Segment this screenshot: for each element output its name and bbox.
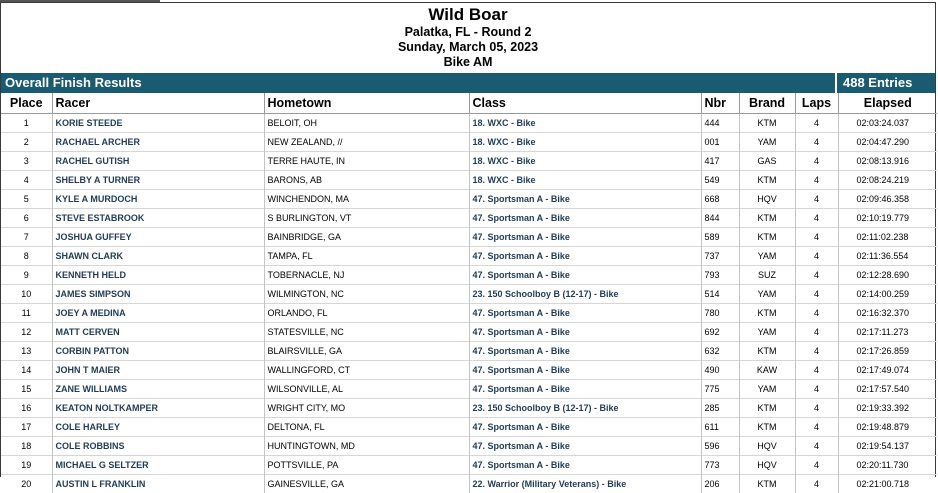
number-cell: 285: [701, 399, 739, 418]
class-link[interactable]: 47. Sportsman A - Bike: [469, 361, 701, 380]
class-link[interactable]: 23. 150 Schoolboy B (12-17) - Bike: [469, 399, 701, 418]
hometown-cell: DELTONA, FL: [264, 418, 469, 437]
racer-link[interactable]: KENNETH HELD: [52, 266, 264, 285]
table-row: [1, 114, 937, 133]
place-cell: 8: [1, 247, 52, 266]
entries-count: 488 Entries: [835, 73, 935, 93]
col-place[interactable]: Place: [1, 93, 52, 114]
elapsed-cell: 02:08:24.219: [838, 171, 937, 190]
table-row: [1, 437, 937, 456]
brand-cell: SUZ: [739, 266, 795, 285]
class-link[interactable]: 47. Sportsman A - Bike: [469, 266, 701, 285]
class-link[interactable]: 47. Sportsman A - Bike: [469, 304, 701, 323]
racer-link[interactable]: KEATON NOLTKAMPER: [52, 399, 264, 418]
col-elapsed[interactable]: Elapsed: [838, 93, 937, 114]
laps-cell: 4: [795, 399, 838, 418]
place-cell: 7: [1, 228, 52, 247]
brand-cell: YAM: [739, 133, 795, 152]
laps-cell: 4: [795, 266, 838, 285]
elapsed-cell: 02:03:24.037: [838, 114, 937, 133]
racer-link[interactable]: MATT CERVEN: [52, 323, 264, 342]
elapsed-cell: 02:20:11.730: [838, 456, 937, 475]
table-row: [1, 418, 937, 437]
laps-cell: 4: [795, 285, 838, 304]
hometown-cell: POTTSVILLE, PA: [264, 456, 469, 475]
racer-link[interactable]: JOEY A MEDINA: [52, 304, 264, 323]
event-header: [1, 3, 935, 73]
number-cell: 589: [701, 228, 739, 247]
laps-cell: 4: [795, 418, 838, 437]
racer-link[interactable]: JOHN T MAIER: [52, 361, 264, 380]
brand-cell: YAM: [739, 323, 795, 342]
col-class[interactable]: Class: [469, 93, 701, 114]
elapsed-cell: 02:17:49.074: [838, 361, 937, 380]
class-link[interactable]: 18. WXC - Bike: [469, 152, 701, 171]
racer-link[interactable]: ZANE WILLIAMS: [52, 380, 264, 399]
racer-link[interactable]: STEVE ESTABROOK: [52, 209, 264, 228]
place-cell: 4: [1, 171, 52, 190]
brand-cell: KTM: [739, 399, 795, 418]
hometown-cell: TAMPA, FL: [264, 247, 469, 266]
table-row: [1, 133, 937, 152]
table-row: [1, 190, 937, 209]
table-row: [1, 209, 937, 228]
laps-cell: 4: [795, 114, 838, 133]
table-row: [1, 380, 937, 399]
racer-link[interactable]: RACHAEL ARCHER: [52, 133, 264, 152]
laps-cell: 4: [795, 475, 838, 493]
table-row: [1, 247, 937, 266]
place-cell: 14: [1, 361, 52, 380]
hometown-cell: BARONS, AB: [264, 171, 469, 190]
class-link[interactable]: 47. Sportsman A - Bike: [469, 380, 701, 399]
brand-cell: KTM: [739, 171, 795, 190]
elapsed-cell: 02:21:00.718: [838, 475, 937, 493]
class-link[interactable]: 22. Warrior (Military Veterans) - Bike: [469, 475, 701, 493]
class-link[interactable]: 23. 150 Schoolboy B (12-17) - Bike: [469, 285, 701, 304]
number-cell: 793: [701, 266, 739, 285]
laps-cell: 4: [795, 342, 838, 361]
number-cell: 780: [701, 304, 739, 323]
laps-cell: 4: [795, 209, 838, 228]
number-cell: 737: [701, 247, 739, 266]
place-cell: 18: [1, 437, 52, 456]
place-cell: 1: [1, 114, 52, 133]
number-cell: 596: [701, 437, 739, 456]
table-row: [1, 152, 937, 171]
number-cell: 206: [701, 475, 739, 493]
racer-link[interactable]: COLE HARLEY: [52, 418, 264, 437]
col-laps[interactable]: Laps: [795, 93, 838, 114]
hometown-cell: WILMINGTON, NC: [264, 285, 469, 304]
place-cell: 17: [1, 418, 52, 437]
elapsed-cell: 02:14:00.259: [838, 285, 937, 304]
brand-cell: GAS: [739, 152, 795, 171]
hometown-cell: HUNTINGTOWN, MD: [264, 437, 469, 456]
hometown-cell: WALLINGFORD, CT: [264, 361, 469, 380]
class-link[interactable]: 47. Sportsman A - Bike: [469, 342, 701, 361]
elapsed-cell: 02:04:47.290: [838, 133, 937, 152]
hometown-cell: TERRE HAUTE, IN: [264, 152, 469, 171]
laps-cell: 4: [795, 228, 838, 247]
table-row: [1, 361, 937, 380]
racer-link[interactable]: AUSTIN L FRANKLIN: [52, 475, 264, 493]
class-link[interactable]: 47. Sportsman A - Bike: [469, 456, 701, 475]
brand-cell: KAW: [739, 361, 795, 380]
brand-cell: HQV: [739, 190, 795, 209]
number-cell: 490: [701, 361, 739, 380]
elapsed-cell: 02:10:19.779: [838, 209, 937, 228]
elapsed-cell: 02:11:02.238: [838, 228, 937, 247]
table-row: [1, 171, 937, 190]
class-link[interactable]: 47. Sportsman A - Bike: [469, 437, 701, 456]
hometown-cell: WILSONVILLE, AL: [264, 380, 469, 399]
place-cell: 11: [1, 304, 52, 323]
hometown-cell: BAINBRIDGE, GA: [264, 228, 469, 247]
racer-link[interactable]: RACHEL GUTISH: [52, 152, 264, 171]
table-row: [1, 266, 937, 285]
elapsed-cell: 02:09:46.358: [838, 190, 937, 209]
laps-cell: 4: [795, 247, 838, 266]
number-cell: 611: [701, 418, 739, 437]
col-hometown[interactable]: Hometown: [264, 93, 469, 114]
table-row: [1, 456, 937, 475]
number-cell: 632: [701, 342, 739, 361]
results-table: [1, 93, 937, 493]
number-cell: 514: [701, 285, 739, 304]
elapsed-cell: 02:08:13.916: [838, 152, 937, 171]
elapsed-cell: 02:19:54.137: [838, 437, 937, 456]
event-date: Sunday, March 05, 2023: [1, 40, 935, 55]
elapsed-cell: 02:11:36.554: [838, 247, 937, 266]
results-body: [1, 114, 937, 493]
number-cell: 775: [701, 380, 739, 399]
class-link[interactable]: 47. Sportsman A - Bike: [469, 323, 701, 342]
brand-cell: YAM: [739, 247, 795, 266]
results-banner: [1, 73, 935, 93]
place-cell: 6: [1, 209, 52, 228]
hometown-cell: BLAIRSVILLE, GA: [264, 342, 469, 361]
racer-link[interactable]: SHELBY A TURNER: [52, 171, 264, 190]
elapsed-cell: 02:17:26.859: [838, 342, 937, 361]
elapsed-cell: 02:12:28.690: [838, 266, 937, 285]
place-cell: 19: [1, 456, 52, 475]
table-row: [1, 304, 937, 323]
laps-cell: 4: [795, 152, 838, 171]
hometown-cell: GAINESVILLE, GA: [264, 475, 469, 493]
place-cell: 2: [1, 133, 52, 152]
hometown-cell: NEW ZEALAND, //: [264, 133, 469, 152]
place-cell: 15: [1, 380, 52, 399]
laps-cell: 4: [795, 456, 838, 475]
table-row: [1, 323, 937, 342]
brand-cell: KTM: [739, 304, 795, 323]
event-session: Bike AM: [1, 55, 935, 70]
number-cell: 001: [701, 133, 739, 152]
class-link[interactable]: 47. Sportsman A - Bike: [469, 418, 701, 437]
number-cell: 692: [701, 323, 739, 342]
racer-link[interactable]: CORBIN PATTON: [52, 342, 264, 361]
event-title: Wild Boar: [1, 3, 935, 25]
table-row: [1, 399, 937, 418]
class-link[interactable]: 18. WXC - Bike: [469, 171, 701, 190]
place-cell: 10: [1, 285, 52, 304]
elapsed-cell: 02:17:57.540: [838, 380, 937, 399]
racer-link[interactable]: JAMES SIMPSON: [52, 285, 264, 304]
place-cell: 20: [1, 475, 52, 493]
number-cell: 549: [701, 171, 739, 190]
col-brand[interactable]: Brand: [739, 93, 795, 114]
table-row: [1, 285, 937, 304]
col-nbr[interactable]: Nbr: [701, 93, 739, 114]
hometown-cell: WINCHENDON, MA: [264, 190, 469, 209]
results-panel: [0, 2, 936, 477]
brand-cell: KTM: [739, 418, 795, 437]
brand-cell: KTM: [739, 209, 795, 228]
brand-cell: HQV: [739, 437, 795, 456]
place-cell: 5: [1, 190, 52, 209]
brand-cell: KTM: [739, 114, 795, 133]
racer-link[interactable]: KYLE A MURDOCH: [52, 190, 264, 209]
col-racer[interactable]: Racer: [52, 93, 264, 114]
number-cell: 417: [701, 152, 739, 171]
event-location: Palatka, FL - Round 2: [1, 25, 935, 40]
brand-cell: YAM: [739, 285, 795, 304]
number-cell: 773: [701, 456, 739, 475]
elapsed-cell: 02:17:11.273: [838, 323, 937, 342]
laps-cell: 4: [795, 380, 838, 399]
racer-link[interactable]: MICHAEL G SELTZER: [52, 456, 264, 475]
laps-cell: 4: [795, 361, 838, 380]
class-link[interactable]: 18. WXC - Bike: [469, 114, 701, 133]
racer-link[interactable]: KORIE STEEDE: [52, 114, 264, 133]
hometown-cell: BELOIT, OH: [264, 114, 469, 133]
hometown-cell: S BURLINGTON, VT: [264, 209, 469, 228]
class-link[interactable]: 47. Sportsman A - Bike: [469, 209, 701, 228]
laps-cell: 4: [795, 133, 838, 152]
laps-cell: 4: [795, 323, 838, 342]
racer-link[interactable]: SHAWN CLARK: [52, 247, 264, 266]
laps-cell: 4: [795, 304, 838, 323]
elapsed-cell: 02:19:33.392: [838, 399, 937, 418]
number-cell: 668: [701, 190, 739, 209]
brand-cell: KTM: [739, 342, 795, 361]
class-link[interactable]: 47. Sportsman A - Bike: [469, 190, 701, 209]
results-heading: Overall Finish Results: [1, 73, 835, 93]
class-link[interactable]: 18. WXC - Bike: [469, 133, 701, 152]
place-cell: 12: [1, 323, 52, 342]
laps-cell: 4: [795, 437, 838, 456]
racer-link[interactable]: JOSHUA GUFFEY: [52, 228, 264, 247]
place-cell: 13: [1, 342, 52, 361]
number-cell: 444: [701, 114, 739, 133]
brand-cell: KTM: [739, 475, 795, 493]
elapsed-cell: 02:19:48.879: [838, 418, 937, 437]
hometown-cell: STATESVILLE, NC: [264, 323, 469, 342]
class-link[interactable]: 47. Sportsman A - Bike: [469, 228, 701, 247]
table-row: [1, 342, 937, 361]
hometown-cell: TOBERNACLE, NJ: [264, 266, 469, 285]
table-row: [1, 228, 937, 247]
brand-cell: KTM: [739, 228, 795, 247]
number-cell: 844: [701, 209, 739, 228]
place-cell: 16: [1, 399, 52, 418]
place-cell: 3: [1, 152, 52, 171]
table-row: [1, 475, 937, 493]
hometown-cell: WRIGHT CITY, MO: [264, 399, 469, 418]
racer-link[interactable]: COLE ROBBINS: [52, 437, 264, 456]
class-link[interactable]: 47. Sportsman A - Bike: [469, 247, 701, 266]
laps-cell: 4: [795, 190, 838, 209]
laps-cell: 4: [795, 171, 838, 190]
elapsed-cell: 02:16:32.370: [838, 304, 937, 323]
brand-cell: YAM: [739, 380, 795, 399]
place-cell: 9: [1, 266, 52, 285]
brand-cell: HQV: [739, 456, 795, 475]
hometown-cell: ORLANDO, FL: [264, 304, 469, 323]
header-row: [1, 93, 937, 114]
